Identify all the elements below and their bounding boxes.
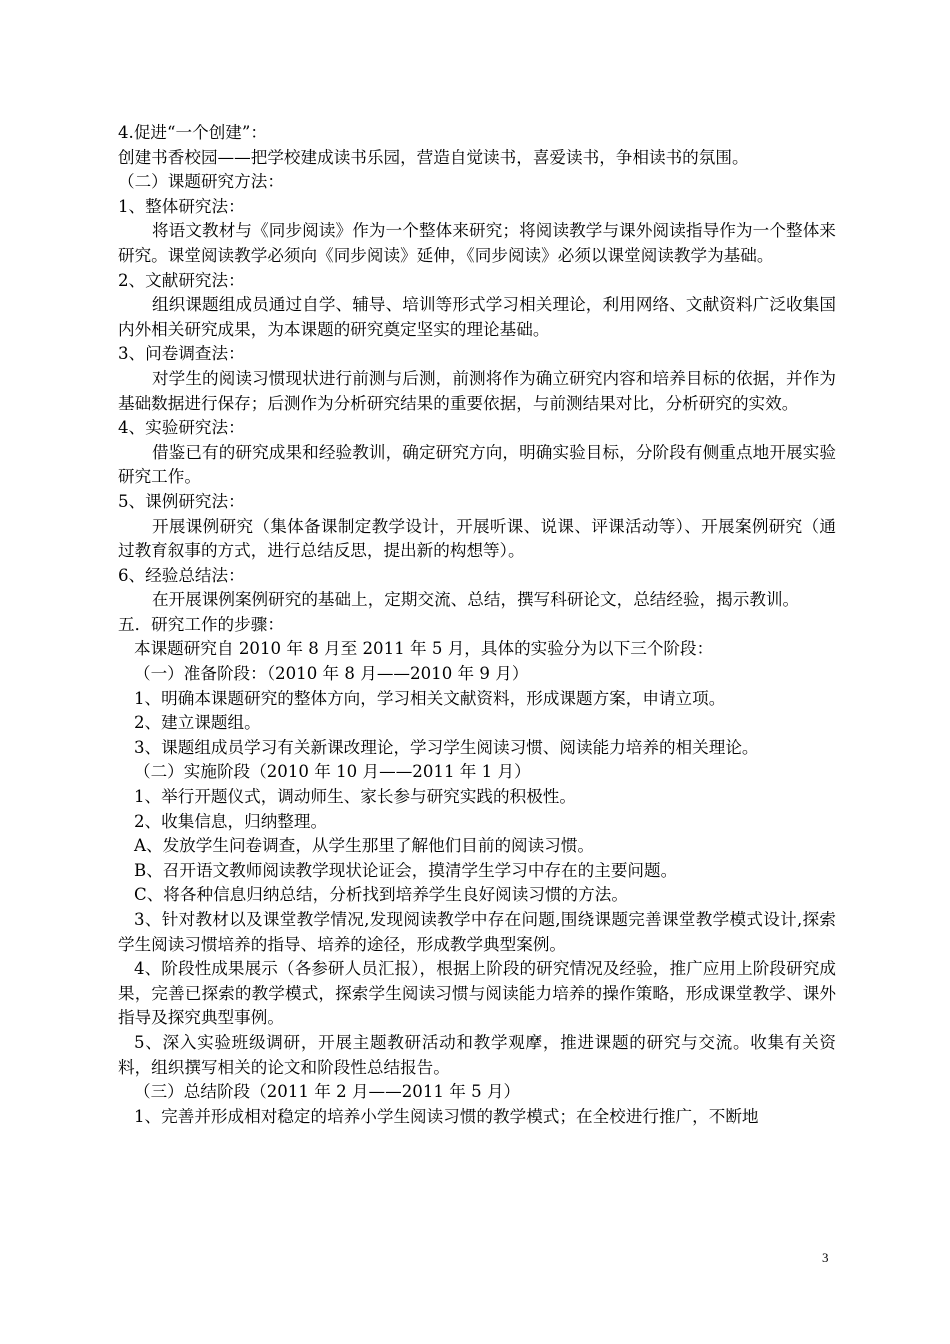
method-heading: 1、整体研究法：: [118, 196, 245, 216]
list-item: 1、明确本课题研究的整体方向，学习相关文献资料，形成课题方案，申请立项。: [134, 688, 726, 708]
list-item: 3、课题组成员学习有关新课改理论，学习学生阅读习惯、阅读能力培养的相关理论。: [134, 737, 759, 757]
section-heading: （二）课题研究方法：: [118, 172, 284, 192]
page-number: 3: [822, 1250, 829, 1265]
item-heading: 4.促进“一个创建”：: [118, 123, 267, 142]
method-heading: 5、课例研究法：: [118, 491, 245, 511]
paragraph: 将语文教材与《同步阅读》作为一个整体来研究；将阅读教学与课外阅读指导作为一个整体来研究。课堂阅读教学必须向《同步阅读》延伸，《同步阅读》必须以课堂阅读教学为基础。: [118, 221, 836, 265]
method-heading: 4、实验研究法：: [118, 418, 245, 438]
list-item: 5、深入实验班级调研，开展主题教研活动和教学观摩，推进课题的研究与交流。收集有关资料，组织撰写相关的论文和阶段性总结报告。: [118, 1032, 836, 1077]
paragraph: 本课题研究自 2010 年 8 月至 2011 年 5 月，具体的实验分为以下三个阶段：: [134, 639, 714, 659]
list-item: 4、阶段性成果展示（各参研人员汇报），根据上阶段的研究情况及经验，推广应用上阶段研究成果，完善已探索的教学模式，探索学生阅读习惯与阅读能力培养的操作策略，形成课堂教学、课外指导及探究典型事例。: [118, 959, 836, 1028]
list-item: A、发放学生问卷调查，从学生那里了解他们目前的阅读习惯。: [134, 836, 595, 856]
chapter-heading: 五．研究工作的步骤：: [118, 614, 284, 634]
list-item: 2、建立课题组。: [134, 713, 261, 733]
paragraph: 对学生的阅读习惯现状进行前测与后测，前测将作为确立研究内容和培养目标的依据，并作为基础数据进行保存；后测作为分析研究结果的重要依据，与前测结果对比，分析研究的实效。: [118, 368, 836, 413]
method-heading: 3、问卷调查法：: [118, 344, 245, 364]
stage-heading: （三）总结阶段（2011 年 2 月——2011 年 5 月）: [134, 1082, 521, 1102]
list-item: B、召开语文教师阅读教学现状论证会，摸清学生学习中存在的主要问题。: [134, 860, 678, 880]
body-text: [118, 121, 836, 1129]
method-heading: 2、文献研究法：: [118, 270, 245, 290]
list-item: 2、收集信息，归纳整理。: [134, 811, 328, 831]
stage-heading: （二）实施阶段（2010 年 10 月——2011 年 1 月）: [134, 762, 531, 782]
list-item: C、将各种信息归纳总结，分析找到培养学生良好阅读习惯的方法。: [134, 885, 628, 905]
paragraph: 在开展课例案例研究的基础上，定期交流、总结，撰写科研论文，总结经验，揭示教训。: [152, 590, 800, 610]
list-item: 1、完善并形成相对稳定的培养小学生阅读习惯的教学模式；在全校进行推广，不断地: [134, 1106, 759, 1126]
stage-heading: （一）准备阶段：（2010 年 8 月——2010 年 9 月）: [134, 664, 529, 684]
list-item: 1、举行开题仪式，调动师生、家长参与研究实践的积极性。: [134, 787, 576, 807]
paragraph: 创建书香校园——把学校建成读书乐园，营造自觉读书，喜爱读书，争相读书的氛围。: [118, 147, 749, 167]
paragraph: 开展课例研究（集体备课制定教学设计，开展听课、说课、评课活动等）、开展案例研究（通过教育叙事的方式，进行总结反思，提出新的构想等）。: [118, 516, 836, 561]
method-heading: 6、经验总结法：: [118, 565, 245, 585]
paragraph: 借鉴已有的研究成果和经验教训，确定研究方向，明确实验目标，分阶段有侧重点地开展实验研究工作。: [118, 442, 836, 487]
paragraph: 组织课题组成员通过自学、辅导、培训等形式学习相关理论，利用网络、文献资料广泛收集国内外相关研究成果，为本课题的研究奠定坚实的理论基础。: [118, 295, 836, 339]
list-item: 3、针对教材以及课堂教学情况,发现阅读教学中存在问题,围绕课题完善课堂教学模式设计,探索学生阅读习惯培养的指导、培养的途径，形成教学典型案例。: [118, 910, 836, 954]
